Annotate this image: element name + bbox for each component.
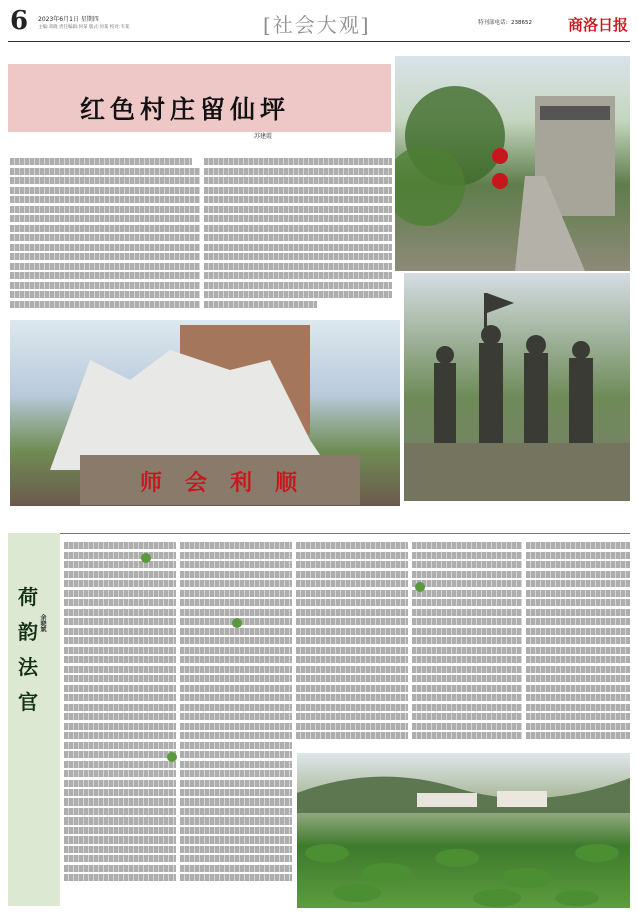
section-marker-4: [167, 752, 177, 762]
column-author: 余晓斌: [39, 614, 46, 632]
header-meta: 主编:邓晓 责任编辑:何某 版式:何某 校对:韦某: [38, 25, 130, 30]
monument-illustration: [10, 320, 400, 506]
editor-phone: 特刊部电话：238652: [478, 20, 532, 26]
svg-text:师: 师: [140, 470, 163, 496]
photo-monument: [10, 320, 400, 506]
page-header: [8, 6, 630, 42]
lotus-pond-illustration: [297, 753, 630, 908]
article-byline: 苏建霞: [254, 133, 273, 140]
column-text-2: [180, 540, 292, 908]
feature-text-col2: [204, 156, 392, 318]
column-text-4: [412, 540, 522, 750]
svg-text:顺: 顺: [275, 470, 298, 496]
photo-village-road: [395, 56, 630, 271]
section-divider: [60, 533, 630, 534]
statues-illustration: [404, 273, 630, 501]
section-marker-3: [415, 582, 425, 592]
section-marker-2: [232, 618, 242, 628]
svg-text:利: 利: [230, 470, 253, 496]
column-text-3: [296, 540, 408, 750]
column-title-char-2: 韵: [18, 620, 38, 644]
article-title: 红色村庄留仙坪: [80, 95, 291, 124]
newspaper-logo: 商洛日报: [568, 16, 629, 34]
column-title-char-4: 官: [18, 690, 38, 714]
column-title-char-1: 荷: [18, 585, 38, 609]
column-text-1: [64, 540, 176, 908]
column-title-char-3: 法: [18, 655, 38, 679]
column-text-5: [526, 540, 630, 750]
issue-date: 2023年6月1日 星期四: [38, 16, 99, 23]
section-title: [社会大观]: [263, 13, 371, 37]
page-number: 6: [10, 6, 29, 36]
photo-statues: [404, 273, 630, 501]
photo-lotus-pond: [297, 753, 630, 908]
svg-text:会: 会: [185, 470, 208, 496]
feature-text-col1: [10, 156, 200, 318]
section-marker-1: [141, 553, 151, 563]
village-road-illustration: [395, 56, 630, 271]
